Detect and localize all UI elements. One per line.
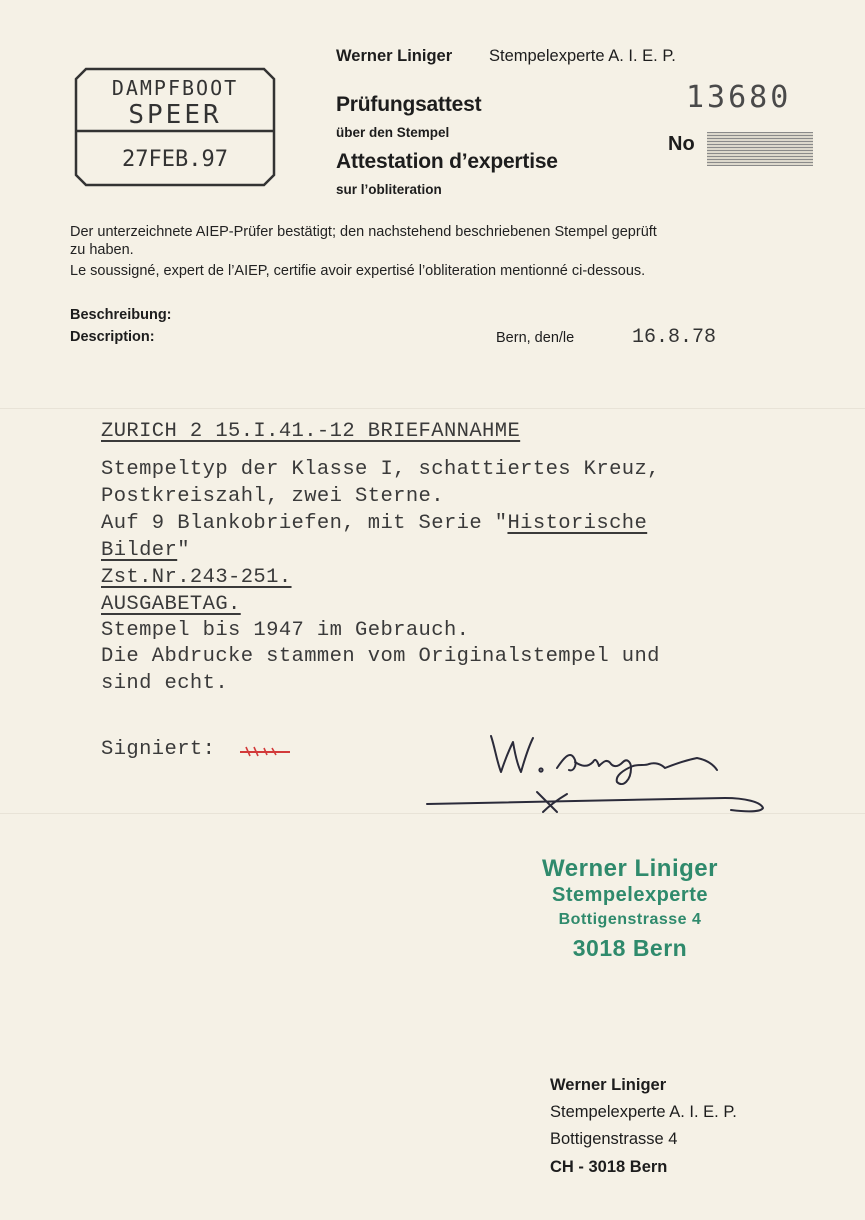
certificate-number: 13680	[686, 80, 792, 115]
body-line: Die Abdrucke stammen vom Originalstempel und	[101, 645, 660, 668]
body-line: Stempel bis 1947 im Gebrauch.	[101, 619, 470, 642]
body-line: sind echt.	[101, 672, 229, 695]
footer-street: Bottigenstrasse 4	[550, 1130, 678, 1148]
series-name-part1: Historische	[507, 512, 648, 535]
body-line: Stempeltyp der Klasse I, schattiertes Kreuz,	[101, 458, 660, 481]
stamp-line4: 3018 Bern	[572, 935, 688, 961]
description-label-de: Beschreibung:	[70, 307, 172, 323]
catalog-number: Zst.Nr.243-251.	[101, 566, 292, 589]
issue-date: 16.8.78	[632, 326, 717, 349]
paper-fold	[0, 408, 865, 409]
series-name-part2: Bilder	[101, 539, 178, 562]
postmark-date: 27FEB.97	[122, 147, 228, 172]
stamp-line1: Werner Liniger	[542, 855, 718, 882]
statement-fr: Le soussigné, expert de l’AIEP, certifie avoir expertisé l’obliteration mentionné ci-dessous.	[70, 263, 646, 279]
number-field	[707, 132, 813, 166]
subtitle-de: über den Stempel	[336, 125, 450, 140]
number-label: No	[668, 133, 695, 155]
postmark-line2: SPEER	[128, 100, 222, 130]
footer-title: Stempelexperte A. I. E. P.	[550, 1103, 737, 1121]
footer-name: Werner Liniger	[550, 1076, 667, 1094]
body-text: Auf 9 Blankobriefen, mit Serie "	[101, 512, 508, 535]
subtitle-fr: sur l’obliteration	[336, 182, 442, 197]
header-title: Stempelexperte A. I. E. P.	[489, 47, 676, 65]
body-line	[101, 539, 190, 562]
body-line: Postkreiszahl, zwei Sterne.	[101, 485, 444, 508]
place-label: Bern, den/le	[496, 330, 575, 346]
signed-label: Signiert:	[101, 738, 216, 761]
description-label-fr: Description:	[70, 329, 155, 345]
stamp-line2: Stempelexperte	[552, 884, 708, 906]
body-text: "	[177, 539, 190, 562]
handwritten-signature	[425, 728, 770, 823]
postmark	[74, 67, 276, 187]
statement-de-line2: zu haben.	[70, 242, 134, 258]
header-name: Werner Liniger	[336, 47, 453, 65]
statement-de-line1: Der unterzeichnete AIEP-Prüfer bestätigt; den nachstehend beschriebenen Stempel geprüft	[70, 224, 657, 240]
title-fr: Attestation d’expertise	[336, 150, 558, 173]
footer-city: CH - 3018 Bern	[550, 1158, 668, 1176]
body-line	[101, 512, 647, 535]
body-heading: ZURICH 2 15.I.41.-12 BRIEFANNAHME	[101, 420, 521, 443]
title-de: Prüfungsattest	[336, 93, 482, 116]
issue-day: AUSGABETAG.	[101, 593, 241, 616]
red-signature-mark	[236, 740, 294, 762]
stamp-line3: Bottigenstrasse 4	[558, 911, 702, 928]
postmark-line1: DAMPFBOOT	[111, 76, 239, 100]
